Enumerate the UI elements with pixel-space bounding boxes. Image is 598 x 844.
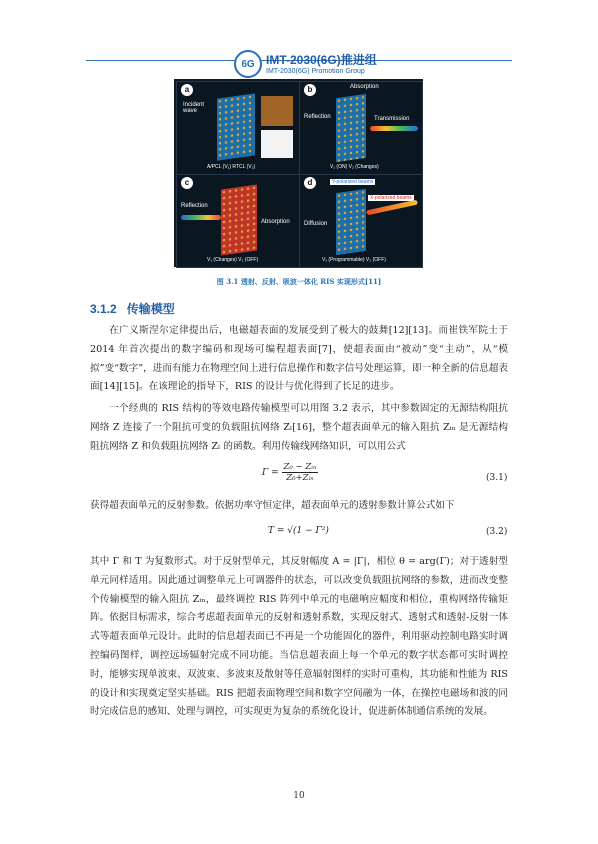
metasurface-array bbox=[336, 189, 366, 255]
panel-text: V₁ (ON) V₂ (Changes) bbox=[330, 164, 379, 170]
section-number: 3.1.2 bbox=[90, 302, 117, 316]
panel-label: d bbox=[304, 177, 316, 189]
equation-number: (3.2) bbox=[486, 527, 508, 537]
figure-caption: 图 3.1 透射、反射、吸波一体化 RIS 实现形式[11] bbox=[216, 277, 382, 286]
equation-fraction bbox=[282, 462, 319, 483]
x-polarized-beam bbox=[366, 200, 418, 216]
paragraph-3 bbox=[90, 497, 508, 516]
paragraph-text: 一个经典的 RIS 结构的等效电路传输模型可以用图 3.2 表示，其中参数固定的无源结构阻抗网络 Z 连接了一个阻抗可变的负载阻抗网络 Zₗ[16]，整个超表面单元的输入阻抗 Zᵢₙ 是无源结构阻抗网络 Z 和负载阻抗网络 Zₗ 的函数。利用传输线网络知识，可以用公式 bbox=[90, 403, 508, 452]
metasurface-array bbox=[221, 184, 257, 255]
org-name-cn: IMT-2030(6G)推进组 bbox=[266, 53, 377, 67]
equation-3-2: T = √(1 − Γ²) bbox=[268, 526, 329, 536]
panel-text: Diffusion bbox=[304, 221, 328, 227]
panel-label: a bbox=[181, 84, 193, 96]
page-number: 10 bbox=[293, 791, 305, 801]
paragraph-2 bbox=[90, 400, 508, 456]
equation-lhs: Γ = bbox=[262, 468, 279, 478]
panel-text: Reflection bbox=[181, 203, 208, 209]
paragraph-text: 其中 Γ 和 T 为复数形式。对于反射型单元，其反射幅度 A = |Γ|，相位 θ = arg(Γ)；对于透射型单元同样适用。因此通过调整单元上可调器件的状态，可以改变负载阻抗网络的参数，进而改变整个传输模型的输入阻抗 Zᵢₙ，最终调控 RIS 阵列中单元的电磁响应幅度和相位，重构网络传输矩阵。依据目标需求，综合考虑超表面单元的反射和透射系数，实现反射式、透射式和透射-反射一体式等超表面单元设计。此时的信息超表面已不再是一个功能固化的器件，利用驱动控制电路实时调控编码图样，调控远场辐射完成不同功能。当信息超表面上每一个单元的数字状态都可实时调控时，能够实现单波束、双波束、多波束及散射等任意辐射图样的实时可重构，其功能和性能为 RIS 的设计和实现奠定坚实基础。RIS 把超表面物理空间和数字空间融为一体，在操控电磁场和波的同时完成信息的感知、处理与调控，可实现更为复杂的系统化设计，促进新体制通信系统的发展。 bbox=[90, 556, 508, 718]
reflection-beam bbox=[181, 215, 221, 220]
paragraph-1 bbox=[90, 322, 508, 397]
org-name-en: IMT-2030(6G) Promotion Group bbox=[266, 68, 365, 75]
equation-number: (3.1) bbox=[486, 473, 508, 483]
panel-text: Reflection bbox=[304, 114, 331, 120]
fraction-numerator: Z₀ − Zᵢₙ bbox=[283, 462, 317, 472]
unit-cell-image bbox=[261, 96, 293, 126]
panel-text: V₁ (Programmable) V₂ (OFF) bbox=[322, 257, 386, 263]
section-heading bbox=[90, 300, 175, 317]
panel-text: Absorption bbox=[261, 219, 290, 225]
paragraph-text: 在广义斯涅尔定律提出后，电磁超表面的发展受到了极大的鼓舞[12][13]。而崔铁军院士于 2014 年首次提出的数字编码和现场可编程超表面[7]，使超表面由“被动”变“主动”，从“模拟”变“数字”，进而有能力在物理空间上进行信息操作和数字信号处理运算，即一种全新的信息超表面[14][15]。在该理论的指导下，RIS 的设计与优化得到了长足的进步。 bbox=[90, 325, 508, 393]
figure-panel-b bbox=[299, 81, 423, 175]
section-title: 传输模型 bbox=[126, 302, 175, 316]
figure-panel-d bbox=[299, 174, 423, 268]
fraction-denominator: Z₀+Zᵢₙ bbox=[286, 473, 314, 483]
circuit-inset bbox=[261, 130, 293, 158]
panel-label: c bbox=[181, 177, 193, 189]
figure-panel-a bbox=[176, 81, 300, 175]
panel-text: Transmission bbox=[374, 116, 410, 122]
paragraph-text: 获得超表面单元的反射参数。依据功率守恒定律，超表面单元的透射参数计算公式如下 bbox=[90, 500, 455, 511]
paragraph-4 bbox=[90, 553, 508, 722]
equation-3-1 bbox=[262, 462, 318, 483]
figure-panel-c bbox=[176, 174, 300, 268]
panel-text: A/PCL (V₁) RTCL (V₂) bbox=[207, 164, 256, 170]
panel-label: b bbox=[304, 84, 316, 96]
panel-text: Incident wave bbox=[183, 102, 205, 114]
panel-text: Absorption bbox=[350, 84, 379, 90]
panel-text: V₁ (Changes) V₂ (OFF) bbox=[207, 257, 259, 263]
panel-text: X-polarized beams bbox=[370, 195, 412, 201]
transmission-beam bbox=[370, 126, 418, 131]
org-logo: 6G bbox=[234, 50, 262, 78]
metasurface-array bbox=[336, 94, 366, 162]
metasurface-array bbox=[217, 93, 255, 160]
ris-figure bbox=[174, 79, 423, 267]
panel-text: Y-polarized beams bbox=[332, 179, 374, 185]
